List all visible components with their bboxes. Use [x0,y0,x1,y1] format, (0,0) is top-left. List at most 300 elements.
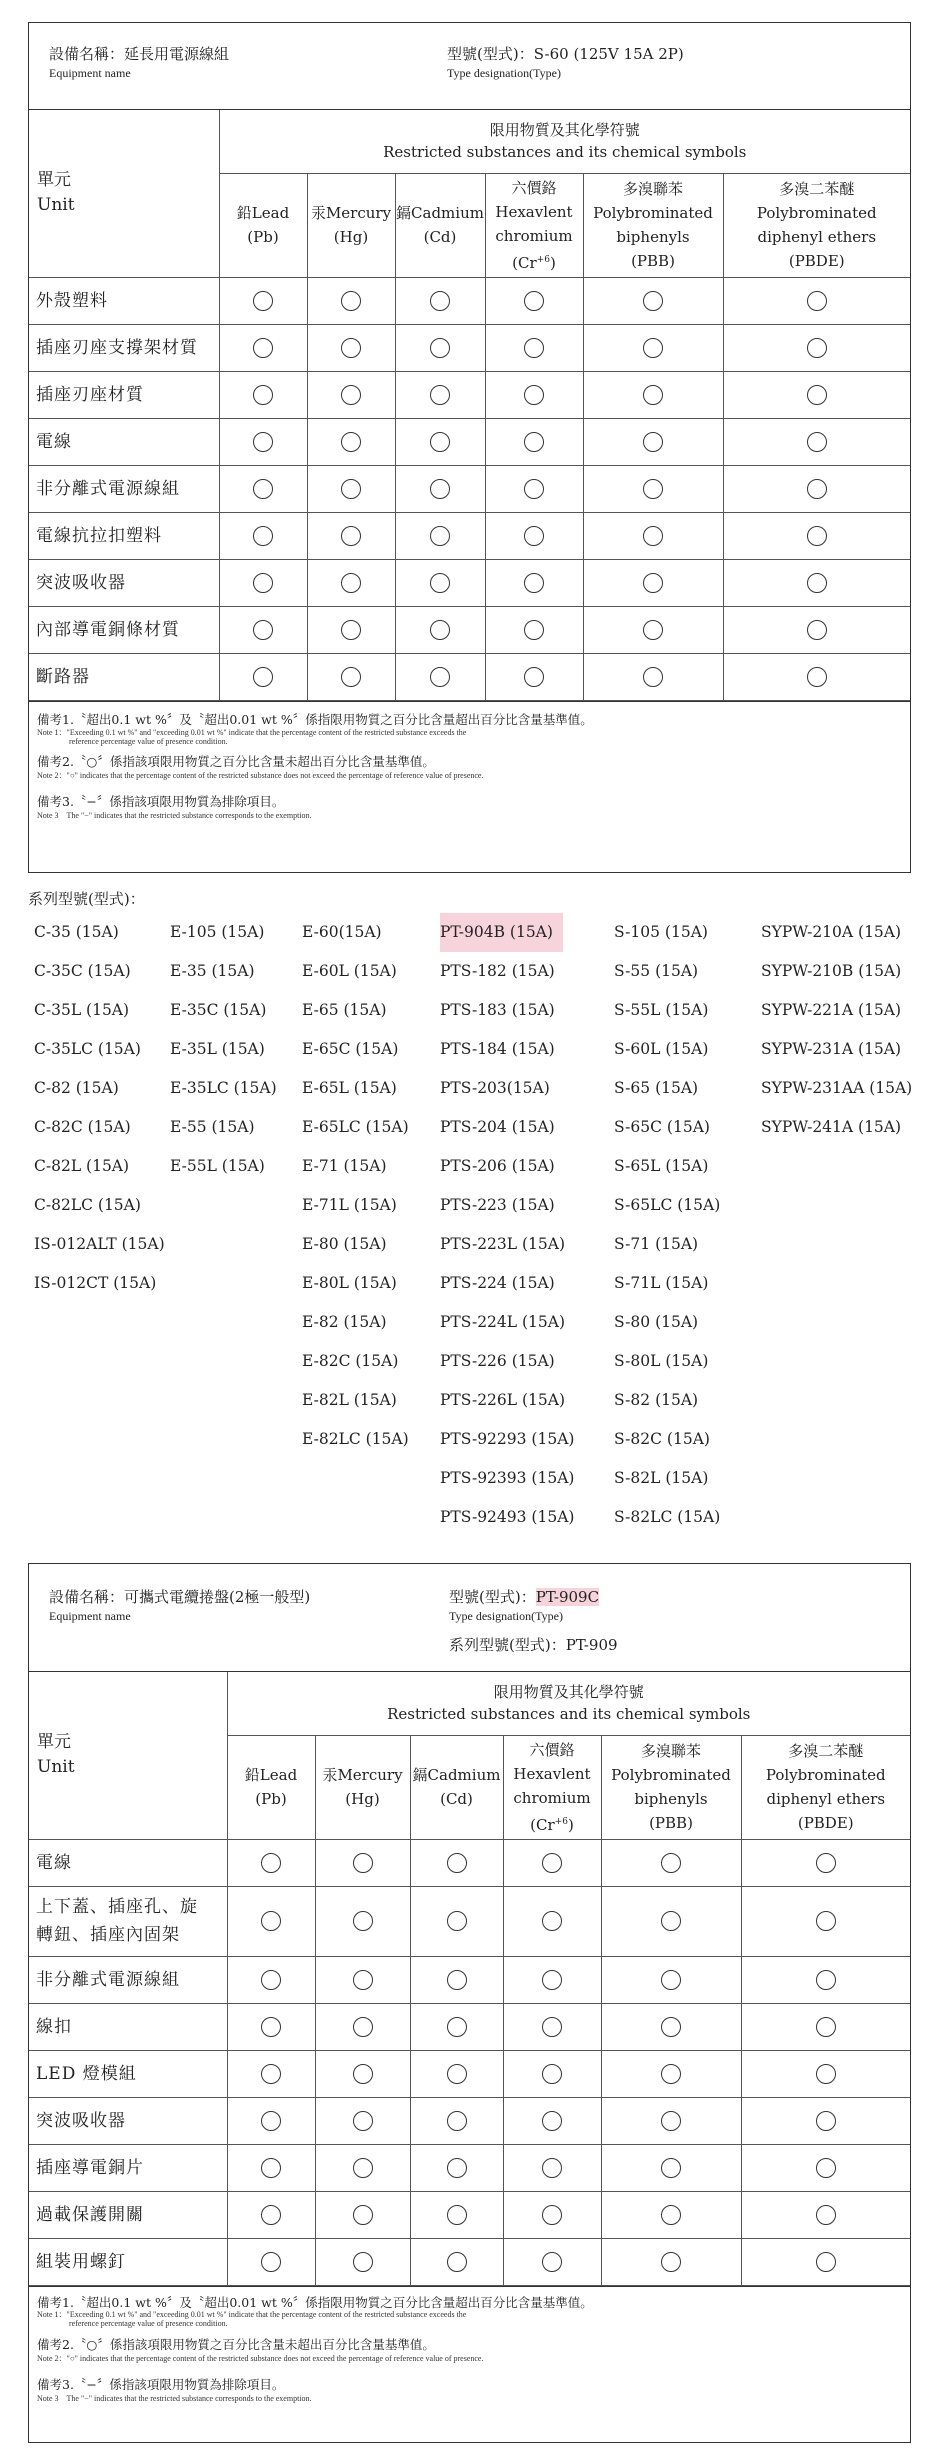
note1-zh: 備考1.〝超出0.1 wt %〞及〝超出0.01 wt %〞係指限用物質之百分比含量超出百分比含量基準值。 [37,711,593,727]
compliance-cell [503,2097,601,2144]
circle-mark-icon [661,1911,681,1931]
model-item: SYPW-241A (15A) [761,1118,902,1136]
circle-mark-icon [430,526,450,546]
circle-mark-icon [643,291,663,311]
declaration-table-1 [28,22,911,873]
compliance-cell [219,371,307,418]
circle-mark-icon [816,2017,836,2037]
models-col-pts [440,913,574,1537]
model-item: E-82 (15A) [302,1313,387,1331]
row-label: 插座刃座支撐架材質 [29,324,219,371]
compliance-cell [315,2003,410,2050]
table-row [29,2144,910,2191]
model-item: S-71 (15A) [614,1235,699,1253]
compliance-cell [227,2097,315,2144]
type-designation: 型號(型式)：S-60 (125V 15A 2P) [447,45,684,63]
circle-mark-icon [253,667,273,687]
circle-mark-icon [430,667,450,687]
model-item: S-82L (15A) [614,1469,709,1487]
circle-mark-icon [341,385,361,405]
compliance-cell [741,2050,910,2097]
col-lead-2: 鉛Lead (Pb) [227,1735,315,1839]
circle-mark-icon [341,291,361,311]
compliance-cell [315,2050,410,2097]
row-label: 斷路器 [29,653,219,700]
compliance-cell [601,1956,741,2003]
circle-mark-icon [353,2017,373,2037]
model-item: E-35L (15A) [170,1040,265,1058]
model-item: PTS-204 (15A) [440,1118,555,1136]
circle-mark-icon [353,2111,373,2131]
compliance-cell [315,1886,410,1956]
circle-mark-icon [261,2252,281,2272]
col-mercury: 汞Mercury (Hg) [307,173,395,277]
compliance-cell [583,324,723,371]
circle-mark-icon [643,620,663,640]
circle-mark-icon [524,338,544,358]
circle-mark-icon [542,2064,562,2084]
circle-mark-icon [253,479,273,499]
model-item: SYPW-231A (15A) [761,1040,902,1058]
compliance-cell [227,2050,315,2097]
model-item: PT-904B (15A) [440,913,563,952]
compliance-cell [485,371,583,418]
substance-table-2 [29,1672,910,2286]
circle-mark-icon [661,1853,681,1873]
row-label: 內部導電銅條材質 [29,606,219,653]
row-label: LED 燈模組 [29,2050,227,2097]
model-item: IS-012ALT (15A) [34,1235,165,1253]
model-item: E-65L (15A) [302,1079,397,1097]
compliance-cell [315,1956,410,2003]
model-item: C-82C (15A) [34,1118,131,1136]
note1-en-b: reference percentage value of presence condition. [69,736,228,746]
compliance-cell [395,465,485,512]
circle-mark-icon [524,385,544,405]
row-label: 電線 [29,1839,227,1886]
circle-mark-icon [353,1970,373,1990]
compliance-cell [219,277,307,324]
compliance-cell [723,277,910,324]
col-chromium: 六價鉻 Hexavlent chromium $(Cr^{+6})$ [485,173,583,277]
circle-mark-icon [353,1911,373,1931]
compliance-cell [219,324,307,371]
col-cadmium: 鎘Cadmium (Cd) [395,173,485,277]
compliance-cell [503,2238,601,2285]
unit-header-2: 單元 Unit [29,1672,227,1839]
compliance-cell [219,512,307,559]
circle-mark-icon [447,2111,467,2131]
declaration-table-2 [28,1563,911,2443]
model-item: S-65C (15A) [614,1118,710,1136]
note3-en: Note 3 The "−" indicates that the restricted substance corresponds to the exemption. [37,810,312,820]
circle-mark-icon [524,479,544,499]
compliance-cell [395,418,485,465]
compliance-cell [741,2191,910,2238]
compliance-cell [307,418,395,465]
table-row [29,418,910,465]
model-item: E-80L (15A) [302,1274,397,1292]
circle-mark-icon [807,291,827,311]
circle-mark-icon [661,2205,681,2225]
compliance-cell [601,2050,741,2097]
compliance-cell [485,324,583,371]
table-row [29,277,910,324]
models-col-e2 [302,913,409,1459]
col-pbb: 多溴聯苯 Polybrominated biphenyls (PBB) [583,173,723,277]
compliance-cell [601,2144,741,2191]
table-row [29,606,910,653]
table-row [29,1886,910,1956]
circle-mark-icon [807,573,827,593]
row-label: 非分離式電源線組 [29,465,219,512]
circle-mark-icon [524,291,544,311]
model-item: SYPW-231AA (15A) [761,1079,913,1097]
note1-en: Note 1："Exceeding 0.1 wt %" and "exceeding 0.01 wt %" indicate that the percentage content of the restricted substance exceeds the [37,727,467,737]
circle-mark-icon [353,2158,373,2178]
models-col-s [614,913,720,1537]
table-row [29,559,910,606]
model-item: E-35C (15A) [170,1001,267,1019]
circle-mark-icon [447,2064,467,2084]
circle-mark-icon [816,2252,836,2272]
model-item: S-65 (15A) [614,1079,699,1097]
col-pbde: 多溴二苯醚 Polybrominated diphenyl ethers (PBDE) [723,173,910,277]
compliance-cell [227,2003,315,2050]
circle-mark-icon [447,2205,467,2225]
model-item: PTS-92293 (15A) [440,1430,575,1448]
series-title: 系列型號(型式)： [28,890,145,908]
row-label: 組裝用螺釘 [29,2238,227,2285]
table-row [29,2003,910,2050]
circle-mark-icon [661,2252,681,2272]
compliance-cell [741,2003,910,2050]
model-item: PTS-183 (15A) [440,1001,555,1019]
equipment-name: 設備名稱：延長用電源線組 [49,45,230,63]
table-row [29,2191,910,2238]
table-row [29,1839,910,1886]
circle-mark-icon [447,2158,467,2178]
compliance-cell [741,2238,910,2285]
model-item: S-55 (15A) [614,962,699,980]
circle-mark-icon [341,573,361,593]
circle-mark-icon [643,432,663,452]
circle-mark-icon [542,2205,562,2225]
compliance-cell [503,2191,601,2238]
circle-mark-icon [261,2205,281,2225]
model-item: E-65C (15A) [302,1040,399,1058]
circle-mark-icon [524,667,544,687]
compliance-cell [485,559,583,606]
circle-mark-icon [542,2252,562,2272]
model-item: C-35 (15A) [34,923,119,941]
compliance-cell [601,2191,741,2238]
row-label: 電線抗拉扣塑料 [29,512,219,559]
compliance-cell [395,512,485,559]
circle-mark-icon [643,667,663,687]
row-label: 突波吸收器 [29,559,219,606]
circle-mark-icon [341,338,361,358]
circle-mark-icon [661,2111,681,2131]
circle-mark-icon [261,2158,281,2178]
circle-mark-icon [816,1911,836,1931]
compliance-cell [583,418,723,465]
col-pbde-2: 多溴二苯醚 Polybrominated diphenyl ethers (PBDE) [741,1735,910,1839]
compliance-cell [219,653,307,700]
circle-mark-icon [816,2064,836,2084]
model-item: C-35L (15A) [34,1001,130,1019]
circle-mark-icon [524,432,544,452]
circle-mark-icon [542,1853,562,1873]
compliance-cell [410,1839,503,1886]
compliance-cell [219,559,307,606]
model-item: PTS-226L (15A) [440,1391,566,1409]
model-item: PTS-224 (15A) [440,1274,555,1292]
compliance-cell [315,2097,410,2144]
compliance-cell [601,1839,741,1886]
circle-mark-icon [643,338,663,358]
circle-mark-icon [341,620,361,640]
compliance-cell [227,1886,315,1956]
circle-mark-icon [261,1853,281,1873]
circle-mark-icon [341,526,361,546]
compliance-cell [723,606,910,653]
compliance-cell [741,2097,910,2144]
compliance-cell [307,559,395,606]
col-lead: 鉛Lead (Pb) [219,173,307,277]
compliance-cell [307,324,395,371]
compliance-cell [219,606,307,653]
circle-mark-icon [253,620,273,640]
compliance-cell [485,606,583,653]
compliance-cell [503,2003,601,2050]
compliance-cell [410,2003,503,2050]
notes-2: 備考1.〝超出0.1 wt %〞及〝超出0.01 wt %〞係指限用物質之百分比含量超出百分比含量基準值。 Note 1："Exceeding 0.1 wt %" and "exceeding 0.01 wt %" indicate that the percentage content of the restricted substance exceeds the reference percentage value of presence condition. 備考2.〝○〞係指該項限用物質之百分比含量未超出百分比含量基準值。 Note 2："○" indicates that the percentage content of the restricted substance does not exceed the percentage of reference value of presence. 備考3.〝−〞係指該項限用物質為排除項目。 Note 3 The "−" indicates that the restricted substance corresponds to the exemption. [29,2286,910,2427]
substance-table-1 [29,110,910,701]
model-item: S-65LC (15A) [614,1196,721,1214]
compliance-cell [307,606,395,653]
compliance-cell [395,606,485,653]
model-item: E-65 (15A) [302,1001,387,1019]
model-item: S-80L (15A) [614,1352,709,1370]
circle-mark-icon [807,479,827,499]
compliance-cell [485,418,583,465]
circle-mark-icon [816,2111,836,2131]
model-item: SYPW-210B (15A) [761,962,902,980]
table2-header [29,1564,910,1672]
unit-en: Unit [37,195,75,216]
circle-mark-icon [816,1853,836,1873]
compliance-cell [227,2238,315,2285]
compliance-cell [410,2191,503,2238]
compliance-cell [307,512,395,559]
circle-mark-icon [261,2017,281,2037]
compliance-cell [307,277,395,324]
circle-mark-icon [430,432,450,452]
unit-header [29,110,219,277]
compliance-cell [723,371,910,418]
equipment-name-2: 設備名稱：可攜式電纜捲盤(2極一般型) [49,1588,311,1606]
model-item: PTS-182 (15A) [440,962,555,980]
compliance-cell [741,1956,910,2003]
compliance-cell [395,371,485,418]
compliance-cell [485,465,583,512]
compliance-cell [741,2144,910,2191]
compliance-cell [741,1839,910,1886]
unit-zh: 單元 [37,170,71,191]
compliance-cell [410,2144,503,2191]
circle-mark-icon [430,573,450,593]
restricted-header [219,110,910,173]
type-designation-en-2: Type designation(Type) [449,1609,563,1623]
compliance-cell [485,512,583,559]
circle-mark-icon [261,2111,281,2131]
note2-zh: 備考2.〝○〞係指該項限用物質之百分比含量未超出百分比含量基準值。 [37,753,435,769]
compliance-cell [410,2097,503,2144]
circle-mark-icon [807,385,827,405]
note2-en: Note 2："○" indicates that the percentage content of the restricted substance does not exceed the percentage of reference value of presence. [37,770,484,780]
compliance-cell [583,559,723,606]
circle-mark-icon [430,620,450,640]
circle-mark-icon [253,291,273,311]
circle-mark-icon [353,2064,373,2084]
circle-mark-icon [447,1911,467,1931]
notes-1 [29,701,910,847]
col-pbb-2: 多溴聯苯 Polybrominated biphenyls (PBB) [601,1735,741,1839]
row-label: 非分離式電源線組 [29,1956,227,2003]
model-item: C-35LC (15A) [34,1040,141,1058]
circle-mark-icon [253,338,273,358]
compliance-cell [723,653,910,700]
compliance-cell [583,371,723,418]
model-item: E-35 (15A) [170,962,255,980]
type-designation-en: Type designation(Type) [447,66,561,80]
compliance-cell [503,1956,601,2003]
compliance-cell [485,277,583,324]
model-item: E-55 (15A) [170,1118,255,1136]
circle-mark-icon [253,432,273,452]
compliance-cell [723,559,910,606]
model-item: S-71L (15A) [614,1274,709,1292]
row-label: 電線 [29,418,219,465]
compliance-cell [395,324,485,371]
model-item: E-82L (15A) [302,1391,397,1409]
model-item: PTS-92393 (15A) [440,1469,575,1487]
compliance-cell [227,2191,315,2238]
model-item: PTS-184 (15A) [440,1040,555,1058]
circle-mark-icon [807,338,827,358]
model-item: E-60L (15A) [302,962,397,980]
compliance-cell [723,418,910,465]
model-item: C-35C (15A) [34,962,131,980]
compliance-cell [601,2238,741,2285]
circle-mark-icon [524,620,544,640]
model-item: PTS-223L (15A) [440,1235,566,1253]
compliance-cell [315,1839,410,1886]
compliance-cell [503,2144,601,2191]
model-item: E-71 (15A) [302,1157,387,1175]
circle-mark-icon [430,479,450,499]
circle-mark-icon [542,1911,562,1931]
compliance-cell [410,1956,503,2003]
compliance-cell [315,2238,410,2285]
circle-mark-icon [643,526,663,546]
circle-mark-icon [341,479,361,499]
compliance-cell [395,277,485,324]
model-item: PTS-223 (15A) [440,1196,555,1214]
model-item: PTS-224L (15A) [440,1313,566,1331]
circle-mark-icon [542,2158,562,2178]
model-item: E-60(15A) [302,923,382,941]
circle-mark-icon [353,2252,373,2272]
compliance-cell [410,2050,503,2097]
equipment-name-en: Equipment name [49,66,131,80]
compliance-cell [583,277,723,324]
restricted-en: Restricted substances and its chemical symbols [383,143,747,162]
circle-mark-icon [430,291,450,311]
circle-mark-icon [253,526,273,546]
models-col-c [34,913,165,1303]
col-cadmium-2: 鎘Cadmium (Cd) [410,1735,503,1839]
table1-header [29,23,910,110]
compliance-cell [723,465,910,512]
compliance-cell [601,1886,741,1956]
compliance-cell [503,2050,601,2097]
col-mercury-2: 汞Mercury (Hg) [315,1735,410,1839]
model-item: C-82 (15A) [34,1079,119,1097]
model-item: E-80 (15A) [302,1235,387,1253]
compliance-cell [583,465,723,512]
circle-mark-icon [353,1853,373,1873]
table-row [29,1956,910,2003]
model-item: S-80 (15A) [614,1313,699,1331]
compliance-cell [601,2097,741,2144]
model-item: E-105 (15A) [170,923,265,941]
circle-mark-icon [542,2017,562,2037]
compliance-cell [307,371,395,418]
circle-mark-icon [341,432,361,452]
model-item: E-82LC (15A) [302,1430,409,1448]
model-item: E-35LC (15A) [170,1079,277,1097]
table-row [29,512,910,559]
row-label: 過載保護開關 [29,2191,227,2238]
compliance-cell [485,653,583,700]
row-label: 插座刃座材質 [29,371,219,418]
row-label: 外殼塑料 [29,277,219,324]
model-item: E-65LC (15A) [302,1118,409,1136]
model-item: SYPW-221A (15A) [761,1001,902,1019]
model-item: SYPW-210A (15A) [761,923,902,941]
compliance-cell [503,1886,601,1956]
circle-mark-icon [524,526,544,546]
circle-mark-icon [542,1970,562,1990]
circle-mark-icon [447,1970,467,1990]
circle-mark-icon [253,573,273,593]
circle-mark-icon [447,2017,467,2037]
compliance-cell [395,559,485,606]
compliance-cell [227,2144,315,2191]
table-row [29,371,910,418]
table-row [29,324,910,371]
circle-mark-icon [816,2158,836,2178]
circle-mark-icon [341,667,361,687]
circle-mark-icon [643,385,663,405]
compliance-cell [741,1886,910,1956]
model-item: S-82 (15A) [614,1391,699,1409]
circle-mark-icon [661,2064,681,2084]
circle-mark-icon [353,2205,373,2225]
model-item: S-82C (15A) [614,1430,710,1448]
